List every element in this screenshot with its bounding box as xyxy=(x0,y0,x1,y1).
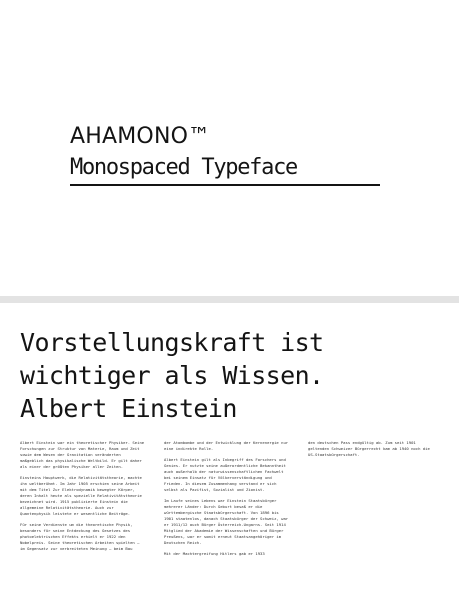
quote-line: wichtiger als Wissen. xyxy=(20,361,324,390)
text-column-3 xyxy=(308,440,434,463)
brand-title: AHAMONO™ xyxy=(70,124,211,149)
paragraph: Einsteins Hauptwerk, die Relativitätstheorie, machte ihn weltberühmt. Im Jahr 1905 erschien seine Arbeit mit dem Titel Zur Elektrodynamik bewegter Körper, deren Inhalt heute als spezielle Relativitätstheorie bezeichnet wird. 1915 publizierte Einstein die allgemeine Relativitätstheorie. Auch zur Quantenphysik leistete er wesentliche Beiträge. xyxy=(20,475,142,516)
body-text xyxy=(20,440,440,600)
text-column-1 xyxy=(20,440,146,557)
cover-page xyxy=(0,0,459,296)
paragraph: den deutschen Pass endgültig ab. Zum seit 1901 geltenden Schweizer Bürgerrecht kam ab 1940 noch die US-Staatsbürgerschaft. xyxy=(308,440,430,457)
title-underline xyxy=(70,184,380,186)
paragraph: Für seine Verdienste um die theoretische Physik, besonders für seine Entdeckung des Gesetzes des photoelektrischen Effekts erhielt er 1922 den Nobelpreis. Seine theoretischen Arbeiten spielten – im Gegensatz zur verbreiteten Meinung – beim Bau xyxy=(20,522,140,551)
paragraph: der Atombombe und der Entwicklung der Kernenergie nur eine indirekte Rolle. xyxy=(164,440,289,451)
paragraph: Mit der Machtergreifung Hitlers gab er 1933 xyxy=(164,551,265,557)
quote-block xyxy=(20,326,450,425)
paragraph: Albert Einstein gilt als Inbegriff des Forschers und Genies. Er nutzte seine außerordentliche Bekanntheit auch außerhalb der naturwissenschaftlichen Fachwelt bei seinem Einsatz für Völkerverständigung und Frieden. In diesem Zusammenhang verstand er sich selbst als Pazifist, Sozialist und Zionist. xyxy=(164,457,286,492)
page-divider xyxy=(0,296,459,303)
quote-line: Vorstellungskraft ist xyxy=(20,328,324,357)
paragraph: Albert Einstein war ein theoretischer Physiker. Seine Forschungen zur Struktur von Materie, Raum und Zeit sowie dem Wesen der Gravitation veränderten maßgeblich das physikalische Weltbild. Er gilt daher als einer der größten Physiker aller Zeiten. xyxy=(20,440,145,469)
paragraph: Im Laufe seines Lebens war Einstein Staatsbürger mehrerer Länder: Durch Geburt besaß er die württembergische Staatsbürgerschaft. Von 1896 bis 1901 staatenlos, danach Staatsbürger der Schweiz, war er 1911/12 auch Bürger Österreich-Ungarns. Seit 1914 Mitglied der Akademie der Wissenschaften und Bürger Preußens, war er somit erneut Staatsangehöriger im Deutschen Reich. xyxy=(164,498,289,545)
quote-author: Albert Einstein xyxy=(20,394,237,423)
typeface-subtitle: Monospaced Typeface xyxy=(70,155,297,180)
text-column-2 xyxy=(164,440,290,563)
